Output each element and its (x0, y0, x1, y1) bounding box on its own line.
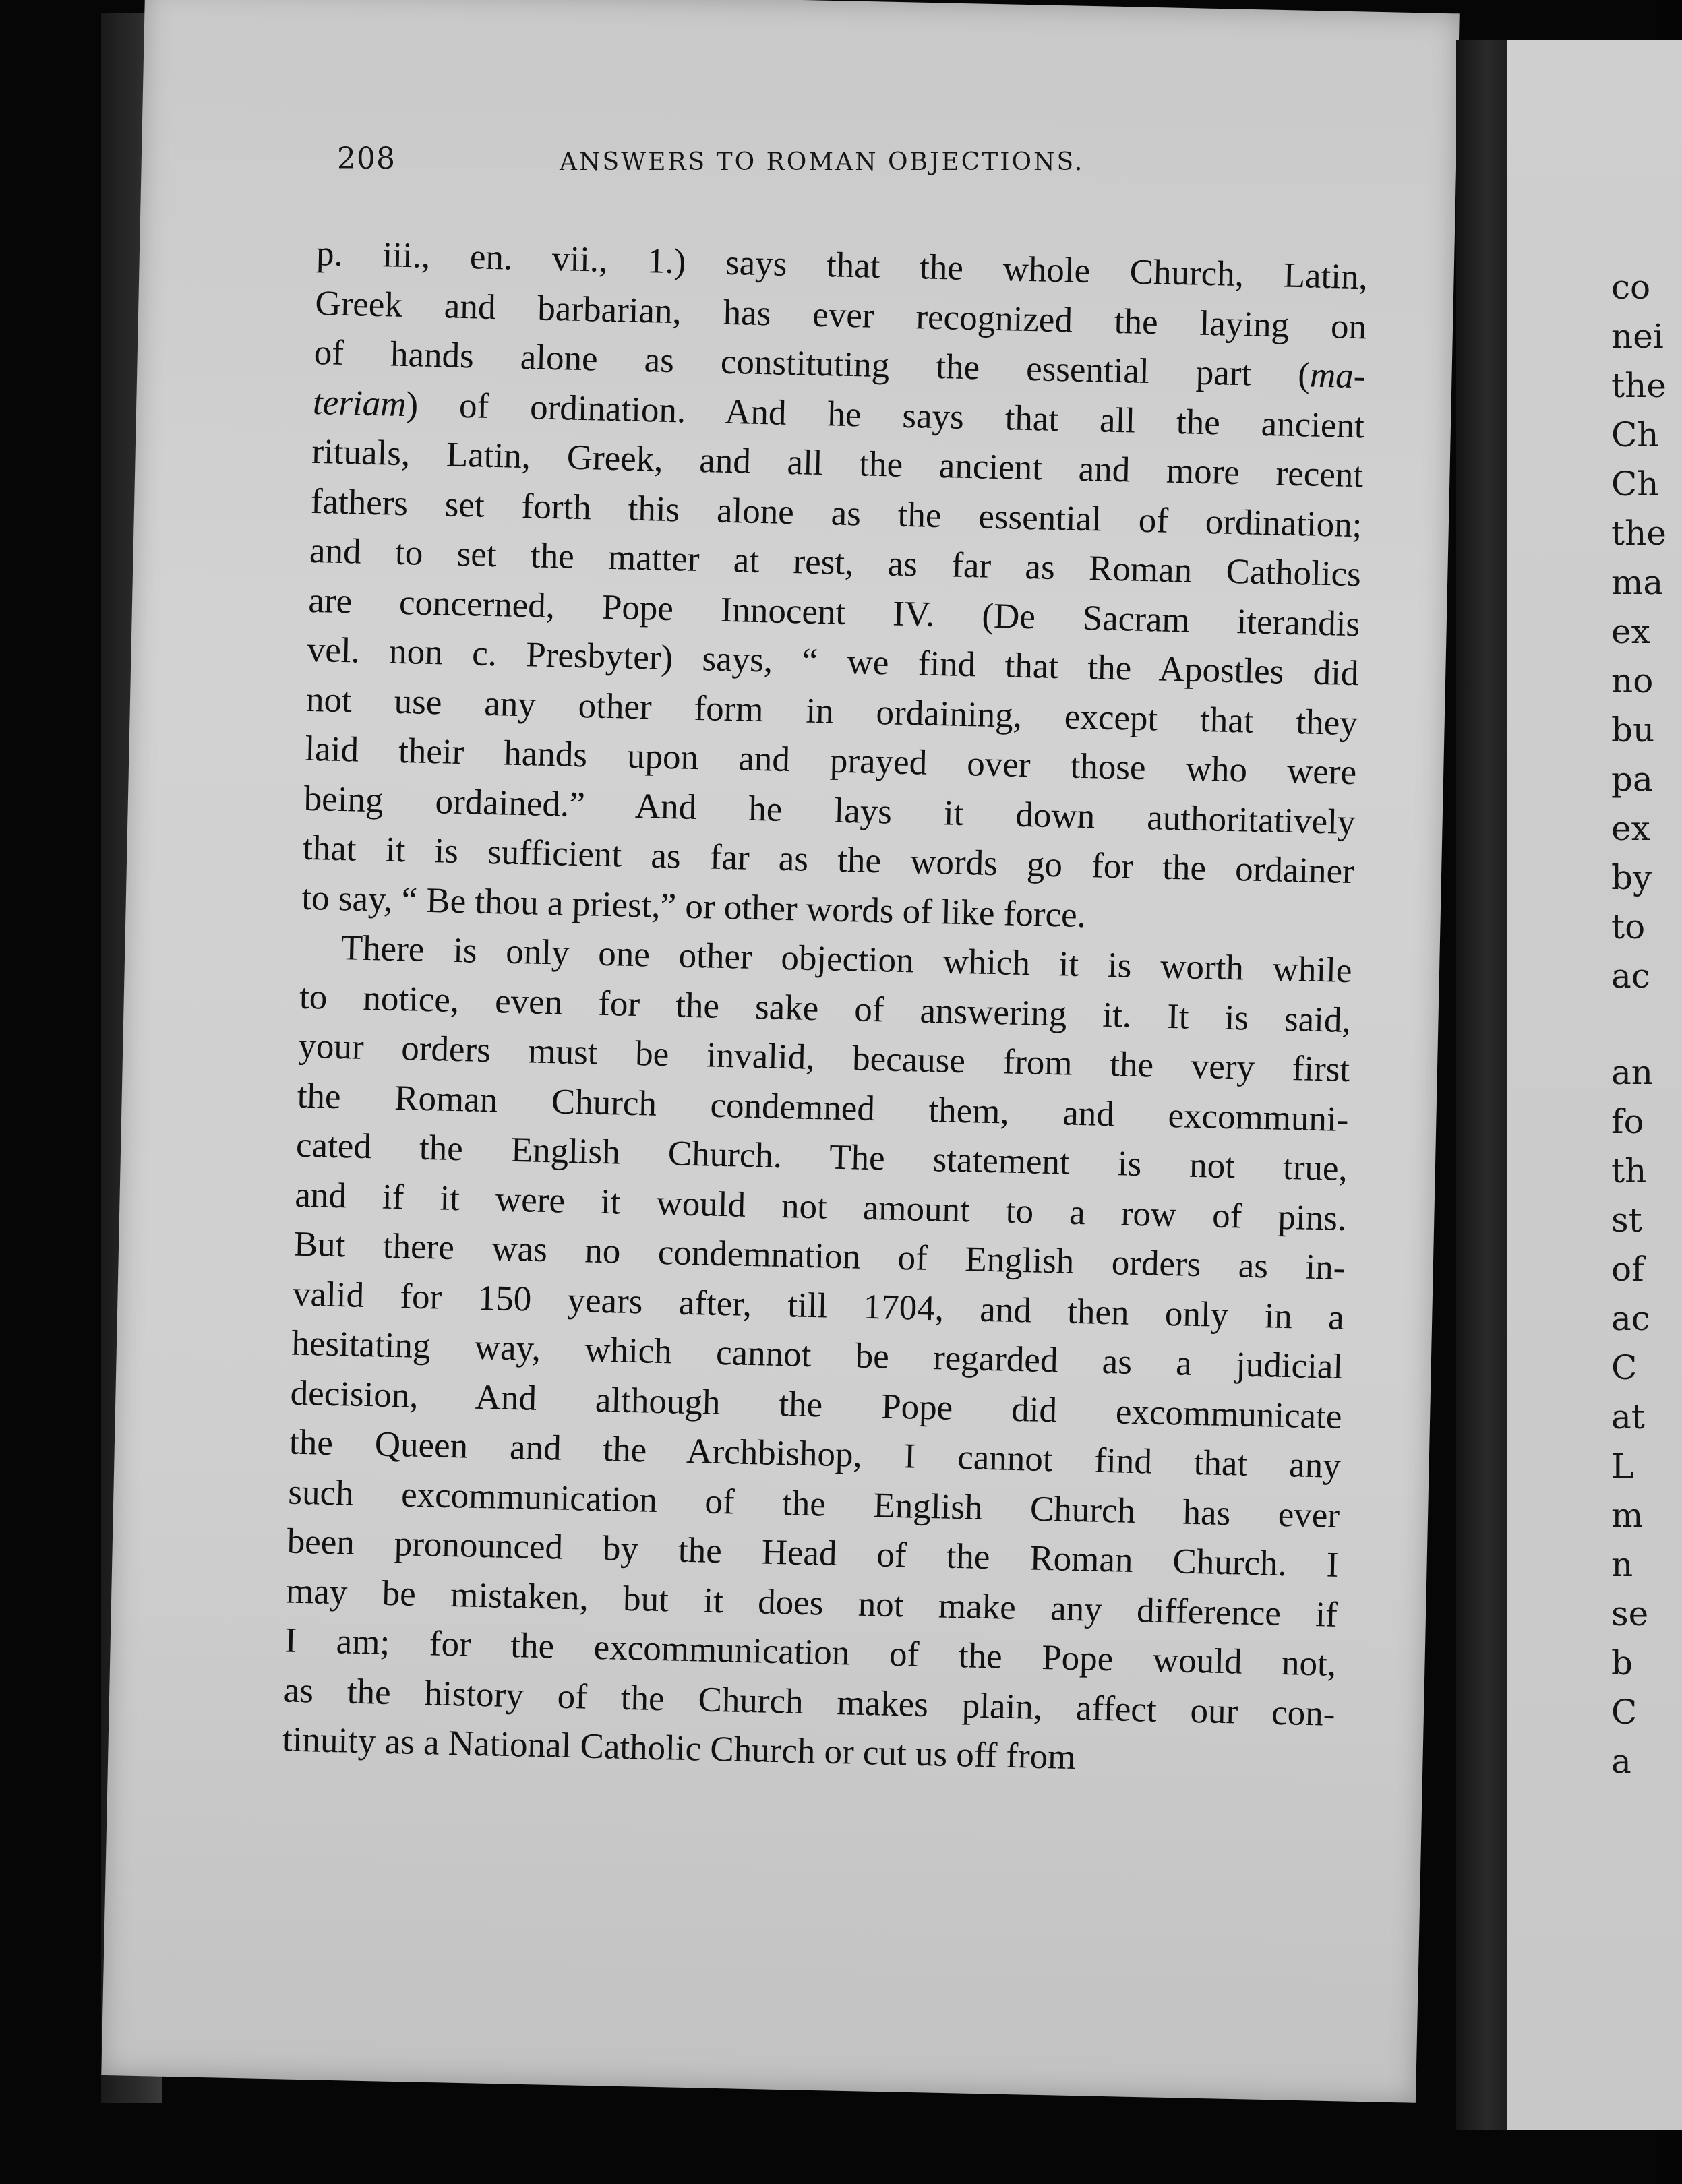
text-line: hesitating way, which cannot be regarded as a judicial (291, 1323, 1344, 1387)
facing-text-fragment: ex (1611, 612, 1650, 651)
facing-text-fragment: th (1611, 1151, 1647, 1190)
paragraph (282, 923, 1352, 1789)
facing-text-fragment: pa (1611, 760, 1653, 799)
facing-text-fragment: of (1611, 1250, 1644, 1289)
facing-text-fragment: st (1611, 1201, 1642, 1240)
facing-text-fragment: fo (1611, 1102, 1644, 1141)
text-line: There is only one other objection which it is worth while (340, 928, 1353, 991)
facing-text-fragment: b (1611, 1643, 1633, 1682)
text-line: laid their hands upon and prayed over those who were (304, 729, 1357, 793)
facing-text-fragment: ac (1611, 957, 1650, 996)
text-line: as the history of the Church makes plain, affect our con- (283, 1670, 1336, 1734)
facing-text-fragment: by (1611, 858, 1652, 897)
text-line: the Queen and the Archbishop, I cannot find that any (289, 1422, 1342, 1486)
facing-text-fragment: no (1611, 661, 1654, 700)
facing-text-fragment: the (1611, 514, 1666, 553)
facing-text-fragment: se (1611, 1594, 1649, 1633)
paragraph-gap (1611, 1001, 1672, 1048)
facing-text-fragment: Ch (1611, 415, 1659, 454)
facing-text-fragment: a (1611, 1742, 1631, 1781)
text-line: But there was no condemnation of English orders as in- (293, 1224, 1346, 1287)
facing-text-fragment: co (1611, 268, 1651, 307)
text-line: decision, And although the Pope did excommunicate (290, 1373, 1343, 1436)
text-line: the Roman Church condemned them, and excommuni- (297, 1076, 1350, 1139)
facing-text-fragment: bu (1611, 710, 1655, 750)
facing-text-fragment: at (1611, 1397, 1645, 1436)
text-line: being ordained.” And he lays it down authoritatively (303, 779, 1356, 842)
text-line: that it is sufficient as far as the words go for the ordainer (302, 828, 1355, 892)
text-line: and to set the matter at rest, as far as Roman Catholics (309, 530, 1362, 595)
page-number: 208 (337, 142, 396, 176)
text-line: to notice, even for the sake of answering it. It is said, (299, 977, 1352, 1040)
facing-text-fragment: the (1611, 366, 1666, 405)
facing-text-fragment: ac (1611, 1299, 1650, 1338)
facing-text-fragment: L (1611, 1447, 1634, 1486)
text-line: been pronounced by the Head of the Roman Church. I (287, 1521, 1340, 1585)
text-line: such excommunication of the English Church has ever (287, 1472, 1340, 1536)
facing-text-fragment: n (1611, 1545, 1633, 1584)
text-line: Greek and barbarian, has ever recognized the laying on (314, 283, 1367, 346)
text-line: are concerned, Pope Innocent IV. (De Sacram iterandis (307, 580, 1360, 644)
text-line: p. iii., en. vii., 1.) says that the whole Church, Latin, (316, 233, 1369, 297)
facing-text-fragment: C (1611, 1693, 1638, 1732)
facing-text-fragment: C (1611, 1348, 1638, 1387)
text-line: I am; for the excommunication of the Pope would not, (284, 1620, 1337, 1684)
facing-text-fragment: an (1611, 1053, 1654, 1092)
text-line: may be mistaken, but it does not make any difference if (285, 1571, 1338, 1635)
paragraph (301, 229, 1369, 946)
facing-text-fragment: m (1611, 1496, 1644, 1535)
running-head: ANSWERS TO ROMAN OBJECTIONS. (560, 148, 1085, 176)
body-text (282, 229, 1368, 1788)
text-line: teriam) of ordination. And he says that all the ancient (312, 382, 1365, 446)
facing-page-text-fragments (1611, 263, 1672, 1786)
text-line: fathers set forth this alone as the essential of ordination; (310, 481, 1363, 545)
text-line: rituals, Latin, Greek, and all the ancient and more recent (311, 431, 1364, 495)
facing-text-fragment: Ch (1611, 464, 1659, 504)
text-line: of hands alone as constituting the essential part (ma- (313, 332, 1366, 396)
text-line: vel. non c. Presbyter) says, “ we find that the Apostles did (307, 630, 1360, 694)
facing-text-fragment: ex (1611, 809, 1650, 848)
text-line: valid for 150 years after, till 1704, and then only in a (292, 1274, 1345, 1337)
facing-text-fragment: to (1611, 907, 1646, 946)
text-line: cated the English Church. The statement is not true, (295, 1125, 1348, 1189)
facing-text-fragment: nei (1611, 317, 1664, 356)
text-line: to say, “ Be thou a priest,” or other words of like force. (301, 878, 1087, 935)
facing-text-fragment: ma (1611, 563, 1664, 602)
text-line: your orders must be invalid, because from the very first (297, 1026, 1350, 1090)
text-line: not use any other form in ordaining, except that they (305, 679, 1358, 743)
text-line: tinuity as a National Catholic Church or cut us off from (282, 1720, 1077, 1778)
text-line: and if it were it would not amount to a row of pins. (294, 1175, 1347, 1238)
